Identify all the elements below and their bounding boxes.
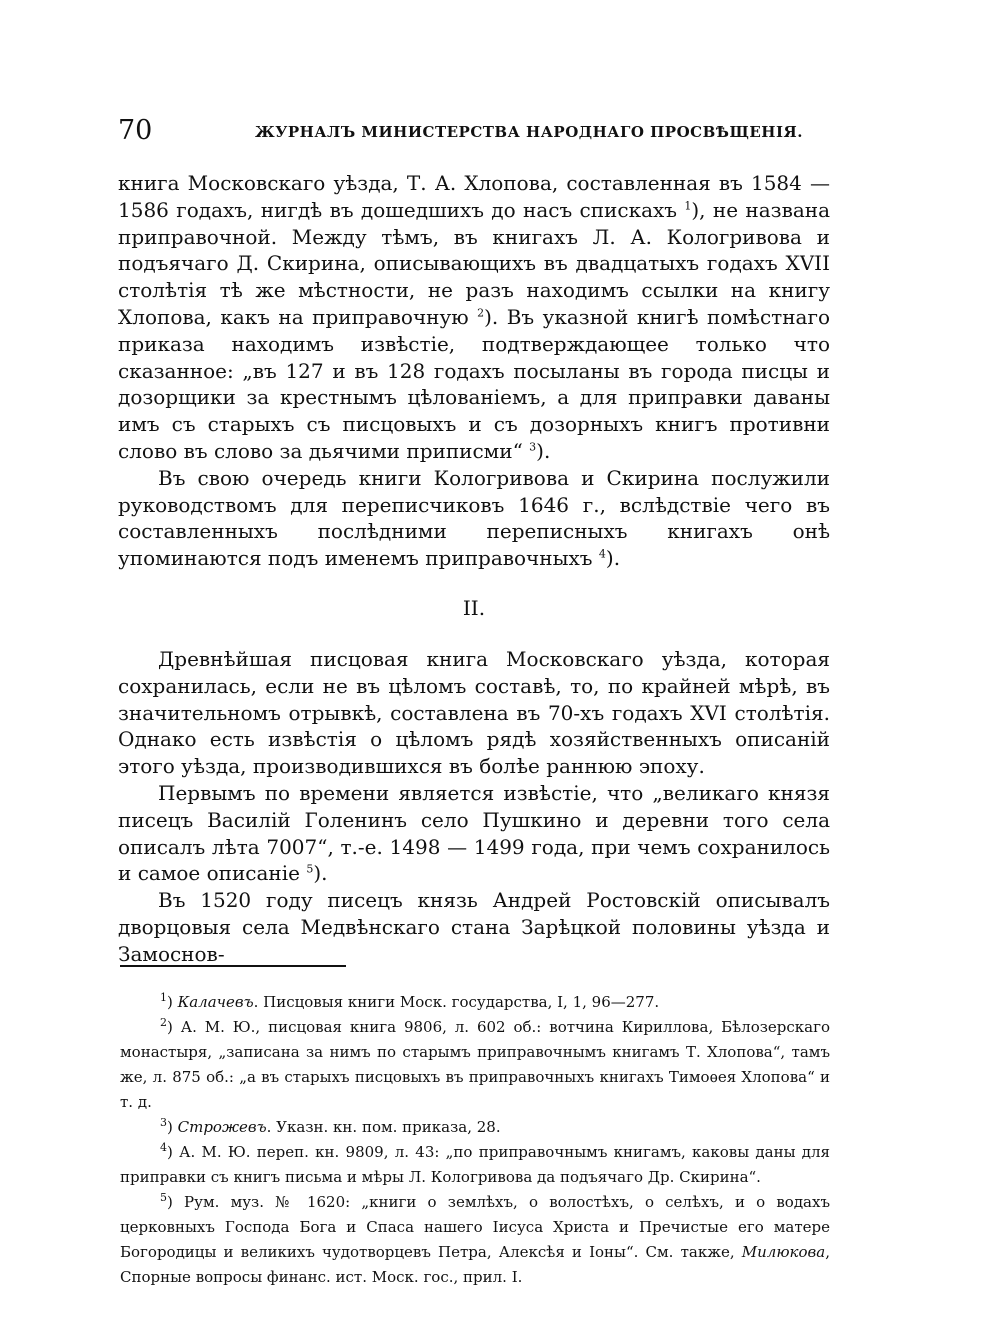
text-run: . Указн. кн. пом. приказа, 28.	[266, 1118, 501, 1136]
footnote-marker: 1	[160, 991, 167, 1004]
footnotes	[120, 990, 830, 1290]
paragraph	[118, 465, 830, 572]
text-run: . Писцовыя книги Моск. государства, I, 1, 96—277.	[253, 993, 660, 1011]
footnote-marker: 1	[684, 199, 692, 213]
footnote	[120, 990, 830, 1015]
footnote-marker: 3	[160, 1116, 167, 1129]
footnote	[120, 1115, 830, 1140]
text-run: Въ 1520 году писецъ князь Андрей Ростовскій описывалъ дворцовыя села Медвѣнскаго стана Зарѣцкой половины уѣзда и Замоснов-	[118, 888, 830, 966]
paragraph	[118, 887, 830, 967]
footnote-marker: 4	[160, 1141, 167, 1154]
footnote-marker: 5	[306, 862, 314, 876]
running-title: ЖУРНАЛЪ МИНИСТЕРСТВА НАРОДНАГО ПРОСВѢЩЕНІЯ.	[255, 123, 803, 141]
text-run: ) А. М. Ю. переп. кн. 9809, л. 43: „по приправочнымъ книгамъ, каковы даны для приправки съ книгъ письма и мѣры Л. Кологривова да подъячаго Др. Скирина“.	[120, 1143, 830, 1186]
page-header	[118, 114, 830, 148]
section-heading: II.	[462, 595, 486, 620]
author-name: Милюкова	[741, 1243, 826, 1261]
text-run: Въ свою очередь книги Кологривова и Скирина послужили руководствомъ для переписчиковъ 1646 г., вслѣдствіе чего въ составленныхъ послѣдними переписныхъ книгахъ онѣ упоминаются подъ именемъ приправочныхъ	[118, 465, 830, 571]
text-run: книга Московскаго уѣзда, Т. А. Хлопова, составленная въ 1584 — 1586 годахъ, нигдѣ въ дошедшихъ до насъ спискахъ	[118, 171, 830, 222]
text-run: ).	[313, 861, 328, 886]
text-run: )	[167, 993, 178, 1011]
footnote-marker: 2	[160, 1016, 167, 1029]
paragraph	[118, 646, 830, 780]
text-run: , Спорные вопросы финанс. ист. Моск. гос., прил. I.	[120, 1243, 830, 1286]
footnote-marker: 5	[160, 1191, 167, 1204]
paragraph	[118, 170, 830, 465]
text-run: Первымъ по времени является извѣстіе, что „великаго князя писецъ Василій Голенинъ село Пушкино и деревни того села описалъ лѣта 7007“, т.-е. 1498 — 1499 года, при чемъ сохранилось и самое описаніе	[118, 780, 830, 886]
footnote-separator	[120, 965, 346, 967]
footnote	[120, 1140, 830, 1190]
footnote	[120, 1015, 830, 1115]
page-number: 70	[118, 115, 153, 146]
text-run: ). Въ указной книгѣ помѣстнаго приказа находимъ извѣстіе, подтверждающее только что сказанное: „въ 127 и въ 128 годахъ посыланы въ города писцы и дозорщики за крестнымъ цѣлованіемъ, а для приправки даваны имъ съ старыхъ съ писцовыхъ и съ дозорныхъ книгъ противни слово въ слово за дьячими приписми“	[118, 304, 830, 463]
text-run: )	[167, 1118, 178, 1136]
author-name: Калачевъ	[177, 993, 254, 1011]
paragraphs-before-section	[118, 170, 830, 572]
footnote-marker: 2	[477, 306, 485, 320]
footnote	[120, 1190, 830, 1290]
text-run: ).	[536, 438, 551, 463]
text-run: ).	[605, 546, 621, 571]
text-run: Древнѣйшая писцовая книга Московскаго уѣзда, которая сохранилась, если не въ цѣломъ составѣ, то, по крайней мѣрѣ, въ значительномъ отрывкѣ, составлена въ 70-хъ годахъ XVI столѣтія. Однако есть извѣстія о цѣломъ рядѣ хозяйственныхъ описаній этого уѣзда, производившихся въ болѣе раннюю эпоху.	[118, 646, 830, 779]
text-run: ) А. М. Ю., писцовая книга 9806, л. 602 об.: вотчина Кириллова, Бѣлозерскаго монастыря, „записана за нимъ по старымъ приправочнымъ книгамъ Т. Хлопова“, тамъ же, л. 875 об.: „а въ старыхъ писцовыхъ въ приправочныхъ книгахъ Тимоѳея Хлопова“ и т. д.	[120, 1018, 830, 1111]
paragraphs-after-section	[118, 646, 830, 968]
main-text	[118, 170, 830, 968]
footnote-marker: 4	[598, 547, 606, 561]
paragraph	[118, 780, 830, 887]
text-run: ), не названа приправочной. Между тѣмъ, въ книгахъ Л. А. Кологривова и подъячаго Д. Скирина, описывающихъ въ двадцатыхъ годахъ XVII столѣтія тѣ же мѣстности, не разъ находимъ ссылки на книгу Хлопова, какъ на приправочную	[118, 197, 830, 329]
text-run: ) Рум. муз. № 1620: „книги о землѣхъ, о волостѣхъ, о селѣхъ, и о водахъ церковныхъ Господа Бога и Спаса нашего Іисуса Христа и Пречистые его матере Богородицы и великихъ чудотворцевъ Петра, Алексѣя и Іоны“. См. также,	[120, 1193, 830, 1261]
footnote-marker: 3	[529, 440, 537, 454]
author-name: Строжевъ	[177, 1118, 267, 1136]
